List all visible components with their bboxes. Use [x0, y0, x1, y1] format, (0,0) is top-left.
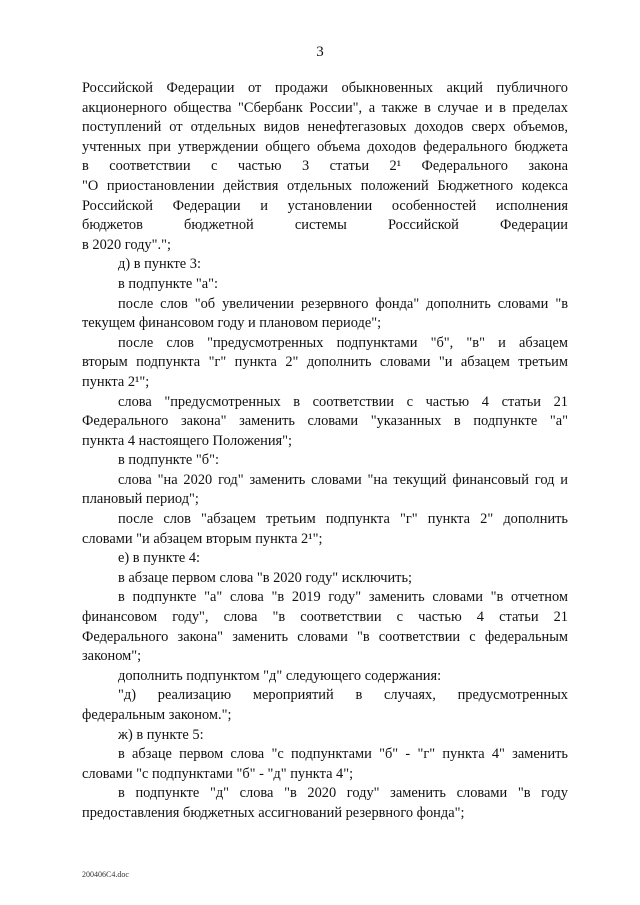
text-line: д) в пункте 3:	[118, 256, 201, 273]
text-line: пункта 2¹";	[82, 373, 150, 390]
text-line: в подпункте "д" слова "в 2020 году" заменить словами "в году	[118, 785, 568, 802]
text-line: предоставления бюджетных ассигнований резервного фонда";	[82, 804, 465, 821]
text-line: дополнить подпунктом "д" следующего содержания:	[118, 667, 442, 684]
text-line: финансовом году", слова "в соответствии с частью 4 статьи 21	[82, 609, 568, 626]
text-line: вторым подпункта "г" пункта 2" дополнить словами "и абзацем третьим	[82, 354, 568, 371]
text-line: акционерного общества "Сбербанк России", а также в случае и в пределах	[82, 99, 568, 116]
text-line: Федерального закона" заменить словами "в соответствии с федеральным	[82, 628, 568, 645]
text-line: федеральным законом.";	[82, 707, 232, 723]
text-line: в подпункте "б":	[118, 452, 219, 469]
text-line: в абзаце первом слова "с подпунктами "б" - "г" пункта 4" заменить	[118, 746, 568, 763]
text-line: пункта 4 настоящего Положения";	[82, 432, 293, 449]
text-line: после слов "об увеличении резервного фонда" дополнить словами "в	[118, 295, 568, 312]
text-line: е) в пункте 4:	[118, 550, 201, 567]
text-line: "д) реализацию мероприятий в случаях, предусмотренных	[118, 687, 568, 704]
text-line: в подпункте "а" слова "в 2019 году" заменить словами "в отчетном	[118, 589, 568, 606]
text-line: учтенных при утверждении общего объема доходов федерального бюджета	[82, 138, 568, 155]
text-line: слова "предусмотренных в соответствии с частью 4 статьи 21	[118, 393, 568, 410]
text-line: словами "и абзацем вторым пункта 2¹";	[82, 530, 323, 547]
text-line: Федерального закона" заменить словами "указанных в подпункте "а"	[82, 413, 568, 430]
text-line: плановый период";	[82, 491, 199, 508]
text-line: в подпункте "а":	[118, 275, 219, 292]
text-line: слова "на 2020 год" заменить словами "на текущий финансовый год и	[118, 471, 568, 488]
text-line: в 2020 году".";	[82, 236, 171, 253]
text-line: Российской Федерации от продажи обыкновенных акций публичного	[82, 80, 568, 96]
text-line: бюджетов бюджетной системы Российской Федерации	[82, 217, 568, 234]
document-body	[82, 79, 568, 824]
text-line: после слов "предусмотренных подпунктами "б", "в" и абзацем	[118, 334, 568, 351]
text-line: ж) в пункте 5:	[118, 726, 204, 743]
page-number: 3	[316, 44, 324, 60]
document-filename: 200406С4.doc	[82, 870, 129, 879]
text-line: после слов "абзацем третьим подпункта "г" пункта 2" дополнить	[118, 511, 568, 528]
text-line: Российской Федерации и установлении особенностей исполнения	[82, 197, 568, 214]
text-line: словами "с подпунктами "б" - "д" пункта 4";	[82, 765, 354, 782]
text-line: законом";	[82, 648, 142, 665]
text-line: в соответствии с частью 3 статьи 2¹ Федерального закона	[82, 158, 568, 175]
text-line: поступлений от отдельных видов ненефтегазовых доходов сверх объемов,	[82, 119, 568, 136]
text-line: в абзаце первом слова "в 2020 году" исключить;	[118, 569, 413, 586]
text-line: текущем финансовом году и плановом периоде";	[82, 315, 382, 332]
text-line: "О приостановлении действия отдельных положений Бюджетного кодекса	[82, 177, 568, 194]
